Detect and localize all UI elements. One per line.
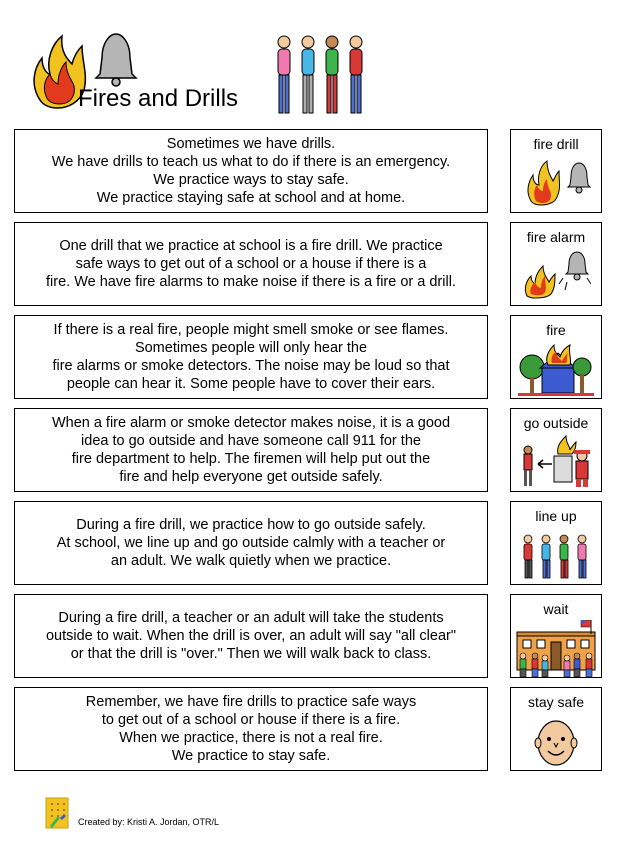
section-text: When a fire alarm or smoke detector makes noise, it is a good idea to go outside and have someone call 911 for the fire department to help. The firemen will help put out the fire and help everyone get outside safely. <box>51 415 451 485</box>
picture-box <box>510 594 602 678</box>
line-up-icon <box>518 527 594 583</box>
picture-box <box>510 222 602 306</box>
picture-label: stay safe <box>527 694 585 710</box>
picture-label: go outside <box>523 415 589 431</box>
section-text: Remember, we have fire drills to practice safe ways to get out of a school or house if there is a fire. When we practice, there is not a real fire. We practice to stay safe. <box>85 694 417 764</box>
picture-box <box>510 501 602 585</box>
picture-label: fire <box>546 322 566 338</box>
picture-label: fire drill <box>533 136 579 152</box>
section-text: One drill that we practice at school is a fire drill. We practice safe ways to get out of a school or a house if there is a fire. We have fire alarms to make noise if there is a fire or a drill. <box>46 238 456 290</box>
fire-drill-icon <box>521 155 591 207</box>
picture-box <box>510 687 602 771</box>
section-text: During a fire drill, a teacher or an adult will take the students outside to wait. When the drill is over, an adult will say "all clear" or that the drill is "over." Then we will walk back to class. <box>45 610 457 662</box>
page-title: Fires and Drills <box>78 85 239 112</box>
text-box <box>14 501 488 585</box>
picture-label: line up <box>535 508 577 524</box>
house-fire-icon <box>518 341 594 397</box>
text-box <box>14 222 488 306</box>
text-box <box>14 315 488 399</box>
picture-box <box>510 129 602 213</box>
school-wait-icon <box>515 620 597 678</box>
picture-box <box>510 315 602 399</box>
picture-label: fire alarm <box>526 229 586 245</box>
picture-label: wait <box>543 601 569 617</box>
picture-box <box>510 408 602 492</box>
text-box <box>14 594 488 678</box>
section-text: During a fire drill, we practice how to go outside safely. At school, we line up and go outside calmly with a teacher or an adult. We walk quietly when we practice. <box>56 517 446 569</box>
group-of-people-icon <box>274 32 374 116</box>
go-outside-icon <box>518 434 594 490</box>
text-box <box>14 408 488 492</box>
text-box <box>14 687 488 771</box>
section-text: If there is a real fire, people might smell smoke or see flames. Sometimes people will only hear the fire alarms or smoke detectors. The noise may be loud so that people can hear it. Some people have to cover their ears. <box>52 322 450 392</box>
section-text: Sometimes we have drills. We have drills to teach us what to do if there is an emergency. We practice ways to stay safe. We practice staying safe at school and at home. <box>51 136 451 206</box>
author-logo-icon <box>44 796 74 832</box>
author-credit: Created by: Kristi A. Jordan, OTR/L <box>78 817 220 827</box>
fire-alarm-icon <box>521 248 591 300</box>
smiley-face-icon <box>526 713 586 769</box>
text-box <box>14 129 488 213</box>
